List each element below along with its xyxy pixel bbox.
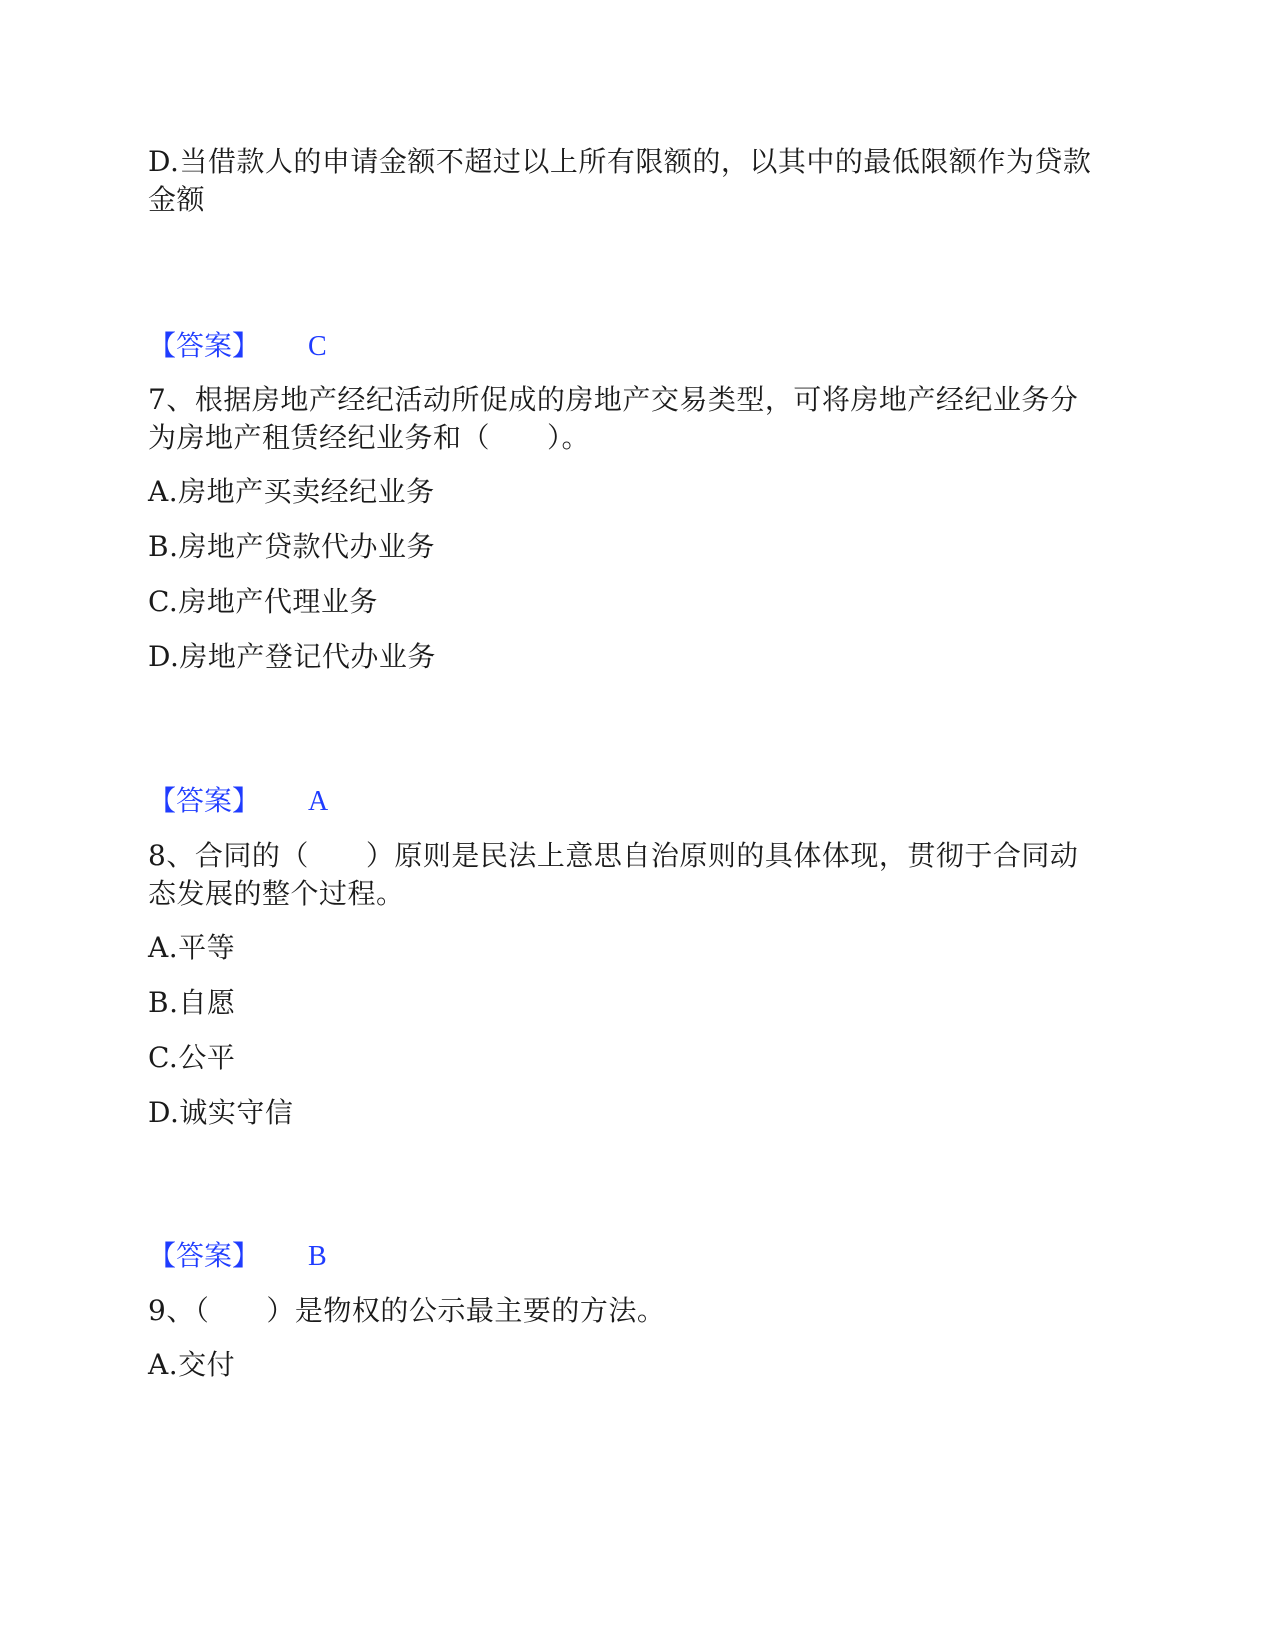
q7-option-c: C.房地产代理业务 xyxy=(148,585,378,618)
answer-value: C xyxy=(308,331,327,362)
answer-value: A xyxy=(308,786,329,817)
q6-answer xyxy=(148,326,327,367)
q6-option-d-line2: 金额 xyxy=(148,183,206,216)
q7-stem-line2: 为房地产租赁经纪业务和（ ）。 xyxy=(148,421,591,454)
answer-label: 【答案】 xyxy=(148,329,261,362)
answer-label: 【答案】 xyxy=(148,1239,261,1272)
q7-option-b: B.房地产贷款代办业务 xyxy=(148,530,435,563)
q9-stem-line1: 9、（ ）是物权的公示最主要的方法。 xyxy=(148,1294,666,1327)
q8-option-b: B.自愿 xyxy=(148,986,236,1019)
q6-option-d-line1: D.当借款人的申请金额不超过以上所有限额的，以其中的最低限额作为贷款 xyxy=(148,145,1092,178)
q7-option-a: A.房地产买卖经纪业务 xyxy=(148,475,435,508)
q8-option-d: D.诚实守信 xyxy=(148,1096,294,1129)
q8-answer xyxy=(148,1236,327,1277)
q8-option-c: C.公平 xyxy=(148,1041,236,1074)
q8-stem-line1: 8、合同的（ ）原则是民法上意思自治原则的具体体现，贯彻于合同动 xyxy=(148,839,1079,872)
q8-option-a: A.平等 xyxy=(148,931,236,964)
answer-label: 【答案】 xyxy=(148,784,261,817)
q7-answer xyxy=(148,781,328,822)
q8-stem-line2: 态发展的整个过程。 xyxy=(148,877,405,910)
q7-option-d: D.房地产登记代办业务 xyxy=(148,640,436,673)
answer-value: B xyxy=(308,1241,327,1272)
q7-stem-line1: 7、根据房地产经纪活动所促成的房地产交易类型，可将房地产经纪业务分 xyxy=(148,383,1079,416)
q9-option-a: A.交付 xyxy=(148,1348,236,1381)
